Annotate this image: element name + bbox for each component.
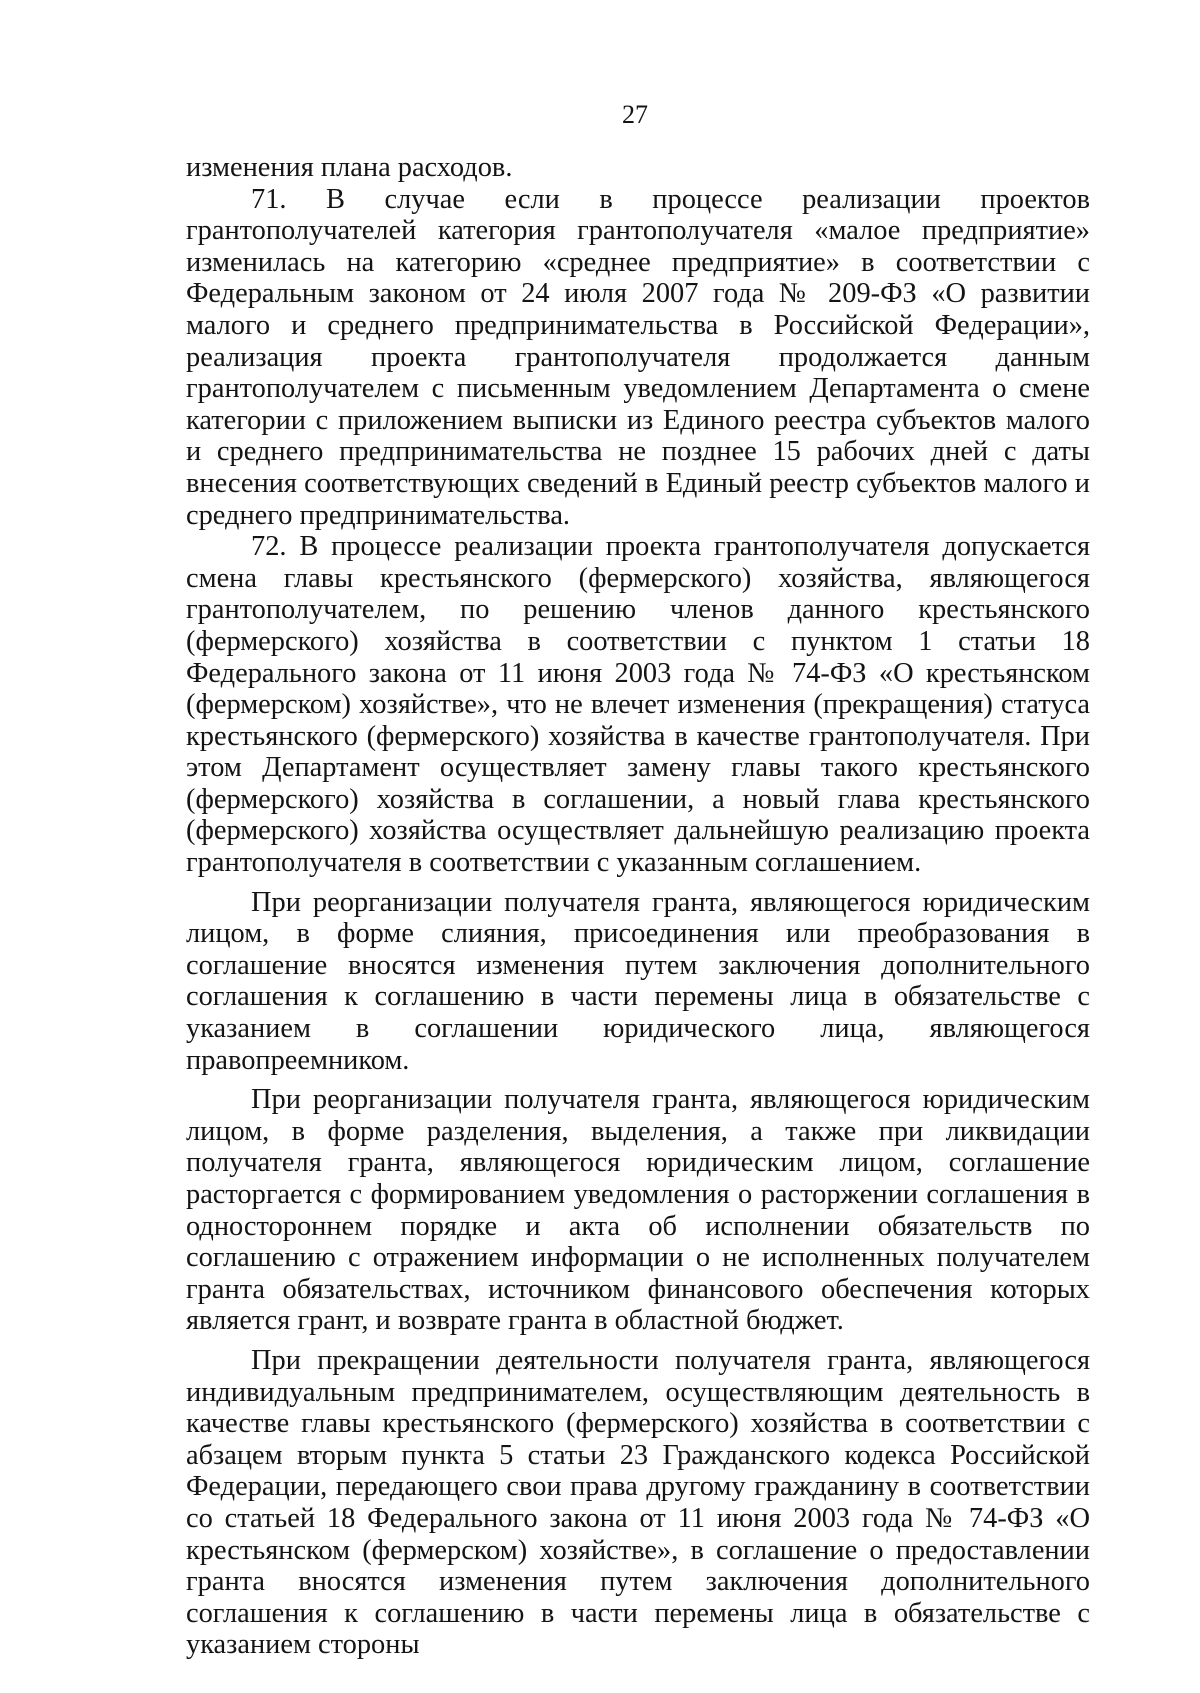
paragraph-72: 72. В процессе реализации проекта грантополучателя допускается смена главы крестьянского (фермерского) хозяйства, являющегося грантополучателем, по решению членов данного крестьянского (фермерского) хозяйства в соответствии с пунктом 1 статьи 18 Федерального закона от 11 июня 2003 года № 74-ФЗ «О крестьянском (фермерском) хозяйстве», что не влечет изменения (прекращения) статуса крестьянского (фермерского) хозяйства в качестве грантополучателя. При этом Департамент осуществляет замену главы такого крестьянского (фермерского) хозяйства в соглашении, а новый глава крестьянского (фермерского) хозяйства осуществляет дальнейшую реализацию проекта грантополучателя в соответствии с указанным соглашением. xyxy=(186,531,1090,879)
paragraph-termination-entrepreneur: При прекращении деятельности получателя гранта, являющегося индивидуальным предпринимателем, осуществляющим деятельность в качестве главы крестьянского (фермерского) хозяйства в соответствии с абзацем вторым пункта 5 статьи 23 Гражданского кодекса Российской Федерации, передающего свои права другому гражданину в соответствии со статьей 18 Федерального закона от 11 июня 2003 года № 74-ФЗ «О крестьянском (фермерском) хозяйстве», в соглашение о предоставлении гранта вносятся изменения путем заключения дополнительного соглашения к соглашению в части перемены лица в обязательстве с указанием стороны xyxy=(186,1344,1090,1661)
document-body xyxy=(186,152,1090,1661)
paragraph-continuation: изменения плана расходов. xyxy=(186,152,513,183)
paragraph-reorganization-merger: При реорганизации получателя гранта, являющегося юридическим лицом, в форме слияния, присоединения или преобразования в соглашение вносятся изменения путем заключения дополнительного соглашения к соглашению в части перемены лица в обязательстве с указанием в соглашении юридического лица, являющегося правопреемником. xyxy=(186,886,1090,1076)
paragraph-reorganization-division: При реорганизации получателя гранта, являющегося юридическим лицом, в форме разделения, выделения, а также при ликвидации получателя гранта, являющегося юридическим лицом, соглашение расторгается с формированием уведомления о расторжении соглашения в одностороннем порядке и акта об исполнении обязательств по соглашению с отражением информации о не исполненных получателем гранта обязательствах, источником финансового обеспечения которых является грант, и возврате гранта в областной бюджет. xyxy=(186,1084,1090,1337)
paragraph-71: 71. В случае если в процессе реализации проектов грантополучателей категория грантополучателя «малое предприятие» изменилась на категорию «среднее предприятие» в соответствии с Федеральным законом от 24 июля 2007 года № 209-ФЗ «О развитии малого и среднего предпринимательства в Российской Федерации», реализация проекта грантополучателя продолжается данным грантополучателем с письменным уведомлением Департамента о смене категории с приложением выписки из Единого реестра субъектов малого и среднего предпринимательства не позднее 15 рабочих дней с даты внесения соответствующих сведений в Единый реестр субъектов малого и среднего предпринимательства. xyxy=(186,183,1090,531)
page-number: 27 xyxy=(622,100,648,129)
